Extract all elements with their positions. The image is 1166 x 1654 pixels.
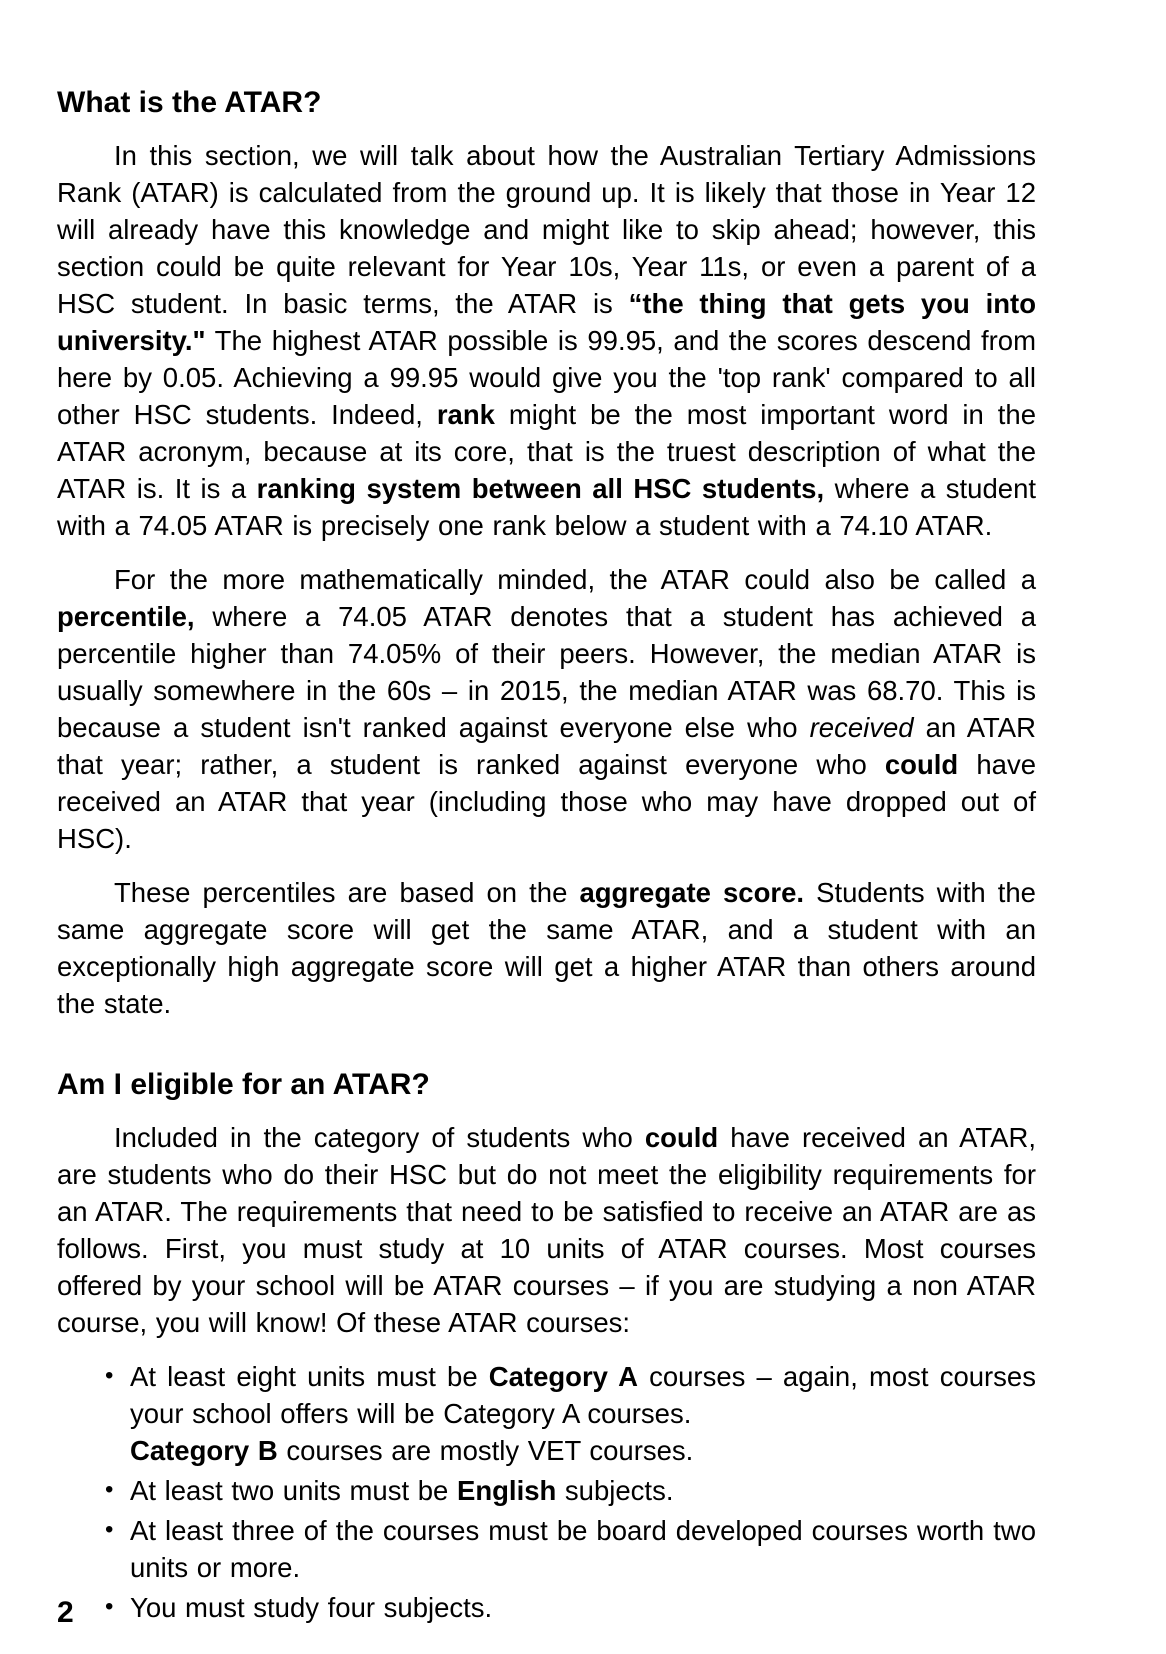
text-run: At least two units must be [130,1475,457,1506]
text-run: “the thing that gets you into university." [57,288,1036,356]
body-paragraph [57,137,1036,544]
bullet-item [105,1512,1036,1586]
text-run: In this section, we will talk about how the Australian Tertiary Admissions Rank (ATAR) is calculated from the ground up. It is likely that those in Year 12 will already have this knowledge and might like to skip ahead; however, this section could be quite relevant for Year 10s, Year 11s, or even a parent of a HSC student. In basic terms, the ATAR is [57,140,1036,319]
text-run: Category B [130,1435,278,1466]
text-run: subjects. [556,1475,674,1506]
text-run: could [644,1122,719,1153]
text-run: have received an ATAR that year (including those who may have dropped out of HSC). [57,749,1036,854]
text-run: where a student with a 74.05 ATAR is precisely one rank below a student with a 74.10 ATAR. [57,473,1036,541]
text-run: have received an ATAR, are students who do their HSC but do not meet the eligibility requirements for an ATAR. The requirements that need to be satisfied to receive an ATAR are as follows. First, you must study at 10 units of ATAR courses. Most courses offered by your school will be ATAR courses – if you are studying a non ATAR course, you will know! Of these ATAR courses: [57,1122,1036,1338]
text-run: Students with the same aggregate score will get the same ATAR, and a student with an exceptionally high aggregate score will get a higher ATAR than others around the state. [57,877,1036,1019]
document-content [57,86,1036,1629]
bullet-icon: • [105,1362,114,1389]
text-run: courses – again, most courses your school offers will be Category A courses. [130,1361,1036,1429]
text-run: At least eight units must be [130,1361,489,1392]
bullet-list [105,1358,1036,1626]
body-paragraph [57,874,1036,1022]
text-run: courses are mostly VET courses. [277,1435,694,1466]
bullet-item [105,1589,1036,1626]
text-run: For the more mathematically minded, the ATAR could also be called a [114,564,1036,595]
text-run: received [809,712,914,743]
text-run: English [456,1475,557,1506]
text-run: an ATAR that year; rather, a student is ranked against everyone who [57,712,1036,780]
text-run: percentile, [57,601,195,632]
bullet-text [130,1515,1036,1583]
text-run: The highest ATAR possible is 99.95, and the scores descend from here by 0.05. Achieving a 99.95 would give you the 'top rank' compared to all other HSC students. Indeed, [57,325,1036,430]
text-run: Category A [488,1361,638,1392]
text-run: At least three of the courses must be board developed courses worth two units or more. [130,1515,1036,1583]
text-run: rank [436,399,495,430]
section-heading: Am I eligible for an ATAR? [57,1068,430,1101]
text-run: You must study four subjects. [130,1592,493,1623]
bullet-icon: • [105,1516,114,1543]
text-run: ranking system between all HSC students, [256,473,825,504]
bullet-item [105,1472,1036,1509]
text-run: might be the most important word in the ATAR acronym, because at its core, that is the truest description of what the ATAR is. It is a [57,399,1036,504]
bullet-icon: • [105,1593,114,1620]
text-run: Included in the category of students who [114,1122,645,1153]
section-heading: What is the ATAR? [57,86,322,119]
bullet-icon: • [105,1476,114,1503]
bullet-text [130,1592,492,1623]
bullet-text [130,1475,673,1506]
page-number: 2 [57,1596,74,1629]
text-run: These percentiles are based on the [114,877,580,908]
body-paragraph [57,561,1036,857]
text-run: could [884,749,959,780]
text-run: where a 74.05 ATAR denotes that a student has achieved a percentile higher than 74.05% of their peers. However, the median ATAR is usually somewhere in the 60s – in 2015, the median ATAR was 68.70. This is because a student isn't ranked against everyone else who [57,601,1036,743]
text-run: aggregate score. [579,877,805,908]
bullet-item [105,1358,1036,1469]
body-paragraph [57,1119,1036,1341]
bullet-text [130,1361,1036,1466]
